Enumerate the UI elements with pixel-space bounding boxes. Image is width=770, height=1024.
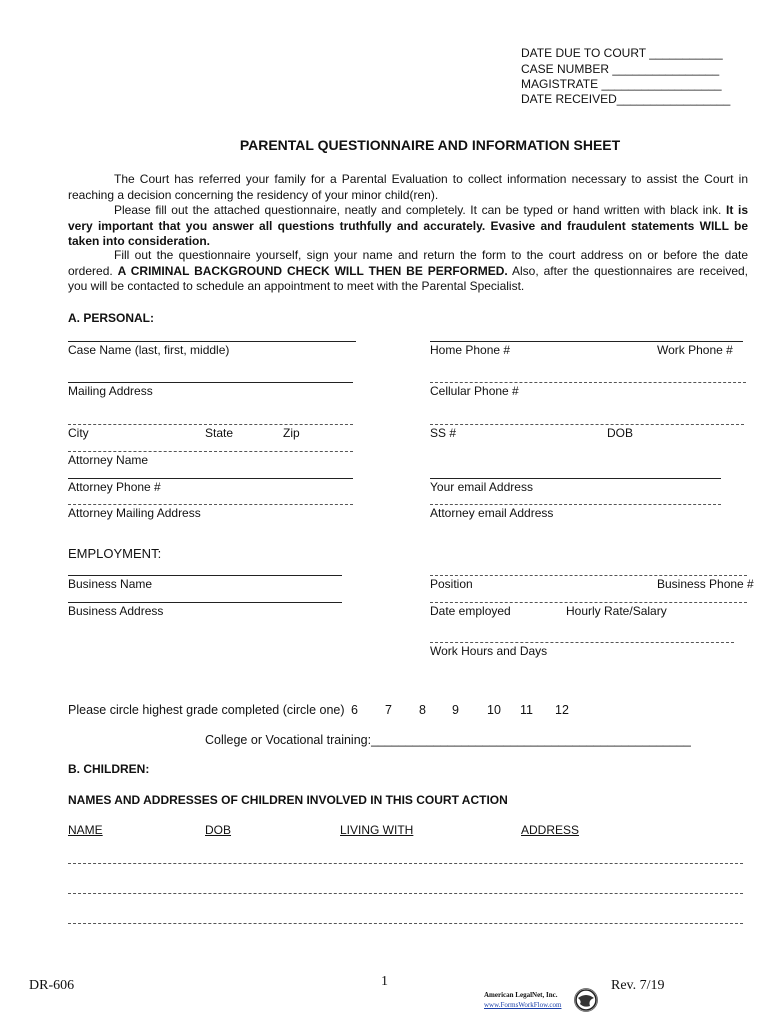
child-row-line[interactable] [68,923,743,924]
home-phone-label: Home Phone # [430,343,511,357]
grade-option[interactable]: 7 [385,703,392,717]
employment-heading: EMPLOYMENT: [68,546,162,561]
column-header-name: NAME [68,823,103,837]
grade-option[interactable]: 6 [351,703,358,717]
mailing-address-line[interactable] [68,382,353,383]
attorney-mailing-line[interactable] [68,504,353,505]
zip-label: Zip [283,426,300,440]
attorney-phone-label: Attorney Phone # [68,480,161,494]
magistrate-field: MAGISTRATE __________________ [521,77,722,91]
business-phone-label: Business Phone # [657,577,754,591]
work-phone-label: Work Phone # [657,343,733,357]
date-employed-line[interactable] [430,602,747,603]
business-address-label: Business Address [68,604,164,618]
position-line[interactable] [430,575,747,576]
position-label: Position [430,577,473,591]
grade-option[interactable]: 8 [419,703,426,717]
your-email-line[interactable] [430,478,721,479]
business-name-line[interactable] [68,575,342,576]
column-header-living-with: LIVING WITH [340,823,414,837]
date-received-field: DATE RECEIVED_________________ [521,92,731,106]
attorney-name-line[interactable] [68,451,353,452]
work-hours-line[interactable] [430,642,734,643]
state-label: State [205,426,234,440]
mailing-address-label: Mailing Address [68,384,153,398]
case-name-label: Case Name (last, first, middle) [68,343,230,357]
cellular-phone-line[interactable] [430,382,746,383]
page-title: PARENTAL QUESTIONNAIRE AND INFORMATION SHEET [239,137,621,153]
form-id: DR-606 [29,978,75,993]
intro-paragraph-2 [68,203,748,250]
child-row-line[interactable] [68,893,743,894]
city-state-zip-line[interactable] [68,424,353,425]
hourly-rate-label: Hourly Rate/Salary [566,604,667,618]
attorney-mailing-label: Attorney Mailing Address [68,506,201,520]
work-hours-label: Work Hours and Days [430,644,548,658]
ss-label: SS # [430,426,457,440]
intro-text-2a: Please fill out the attached questionnaire, neatly and completely. It can be typed or hand written with black ink. [114,203,727,217]
intro-paragraph-1 [68,172,748,203]
attorney-phone-line[interactable] [68,478,353,479]
ss-dob-line[interactable] [430,424,744,425]
column-header-address: ADDRESS [521,823,580,837]
intro-paragraph-3 [68,248,748,295]
grade-option[interactable]: 9 [452,703,459,717]
cellular-phone-label: Cellular Phone # [430,384,519,398]
attorney-email-label: Attorney email Address [430,506,554,520]
case-name-line[interactable] [68,341,356,342]
city-label: City [68,426,89,440]
intro-text-2b: It is very important that you answer all questions truthfully and accurately. Evasive and fraudulent statements WILL be taken into consideration. [68,203,748,248]
publisher-name: American LegalNet, Inc. [484,991,558,999]
revision: Rev. 7/19 [611,978,665,993]
date-due-field: DATE DUE TO COURT ___________ [521,46,723,60]
business-name-label: Business Name [68,577,153,591]
your-email-label: Your email Address [430,480,533,494]
college-training-field[interactable]: College or Vocational training:______________________________________________ [205,733,691,747]
grade-option[interactable]: 11 [520,703,533,717]
personal-heading: A. PERSONAL: [68,311,155,325]
intro-text-3a: Fill out the questionnaire yourself, sign your name and return the form to the court address on or before the date ordered. [68,248,748,278]
children-heading: B. CHILDREN: [68,762,150,776]
globe-icon [574,988,598,1012]
child-row-line[interactable] [68,863,743,864]
grade-label: Please circle highest grade completed (circle one) [68,703,345,717]
attorney-name-label: Attorney Name [68,453,149,467]
case-number-field: CASE NUMBER ________________ [521,62,720,76]
grade-option[interactable]: 10 [487,703,501,717]
publisher-logo [482,988,600,1014]
business-address-line[interactable] [68,602,342,603]
page-number: 1 [381,974,388,989]
home-phone-line[interactable] [430,341,743,342]
dob-label: DOB [607,426,634,440]
column-header-dob: DOB [205,823,232,837]
date-employed-label: Date employed [430,604,511,618]
attorney-email-line[interactable] [430,504,721,505]
children-subheading: NAMES AND ADDRESSES OF CHILDREN INVOLVED IN THIS COURT ACTION [68,793,508,807]
intro-text-1: The Court has referred your family for a Parental Evaluation to collect information necessary to assist the Court in reaching a decision concerning the residency of your minor child(ren). [68,172,748,202]
intro-text-3c: Also, after the questionnaires are received, you will be contacted to schedule an appointment to meet with the Parental Specialist. [68,263,748,293]
grade-option[interactable]: 12 [555,703,569,717]
intro-text-3b: A CRIMINAL BACKGROUND CHECK WILL THEN BE PERFORMED. [117,263,508,278]
publisher-url[interactable]: www.FormsWorkFlow.com [484,1001,562,1009]
